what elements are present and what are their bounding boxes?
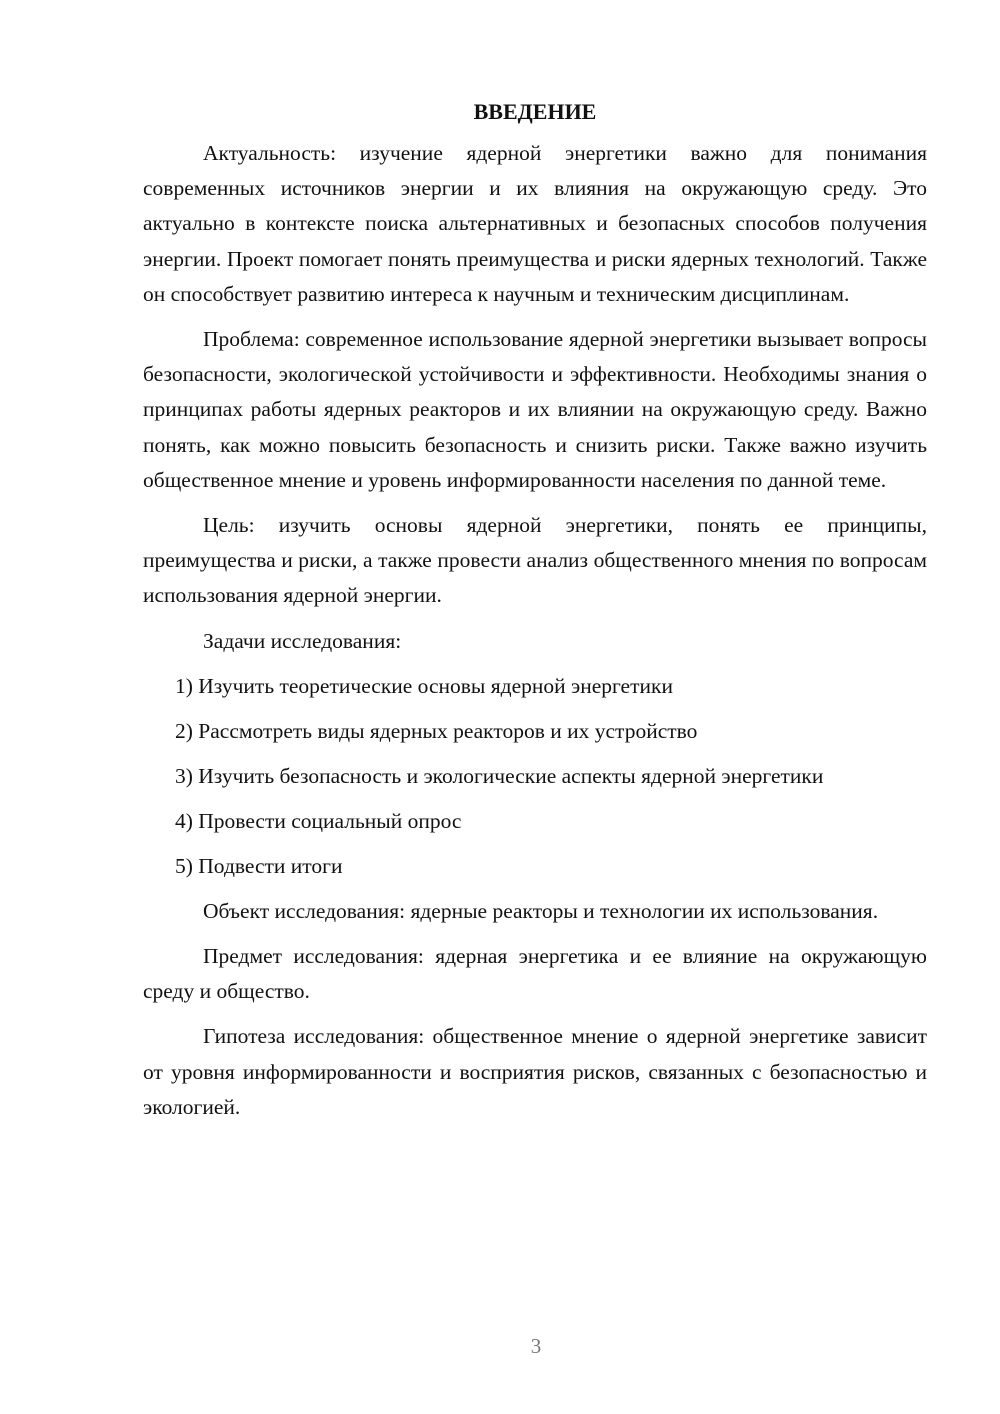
task-item: 5) Подвести итоги (175, 853, 343, 878)
page-number: 3 (530, 1334, 542, 1358)
problem-paragraph: Проблема: современное использование ядерной энергетики вызывает вопросы безопасности, экологической устойчивости и эффективности. Необходимы знания о принципах работы ядерных реакторов и их влиянии на окружающую среду. Важно понять, как можно повысить безопасность и снизить риски. Также важно изучить общественное мнение и уровень информированности населения по данной теме. (143, 327, 927, 492)
hypothesis-paragraph: Гипотеза исследования: общественное мнение о ядерной энергетике зависит от уровня информированности и восприятия рисков, связанных с безопасностью и экологией. (143, 1024, 927, 1119)
section-title: ВВЕДЕНИЕ (473, 99, 597, 124)
object-paragraph: Объект исследования: ядерные реакторы и технологии их использования. (203, 898, 879, 923)
subject-paragraph: Предмет исследования: ядерная энергетика и ее влияние на окружающую среду и общество. (143, 944, 927, 1004)
task-item: 4) Провести социальный опрос (175, 808, 462, 833)
task-item: 3) Изучить безопасность и экологические аспекты ядерной энергетики (175, 763, 824, 788)
goal-paragraph: Цель: изучить основы ядерной энергетики, понять ее принципы, преимущества и риски, а также провести анализ общественного мнения по вопросам использования ядерной энергии. (143, 513, 927, 608)
relevance-paragraph: Актуальность: изучение ядерной энергетики важно для понимания современных источников энергии и их влияния на окружающую среду. Это актуально в контексте поиска альтернативных и безопасных способов получения энергии. Проект помогает понять преимущества и риски ядерных технологий. Также он способствует развитию интереса к научным и техническим дисциплинам. (143, 141, 927, 306)
tasks-heading: Задачи исследования: (203, 628, 402, 653)
task-item: 2) Рассмотреть виды ядерных реакторов и их устройство (175, 718, 698, 743)
task-item: 1) Изучить теоретические основы ядерной энергетики (175, 673, 673, 698)
tasks-list (143, 669, 927, 884)
document-page (143, 96, 927, 1135)
